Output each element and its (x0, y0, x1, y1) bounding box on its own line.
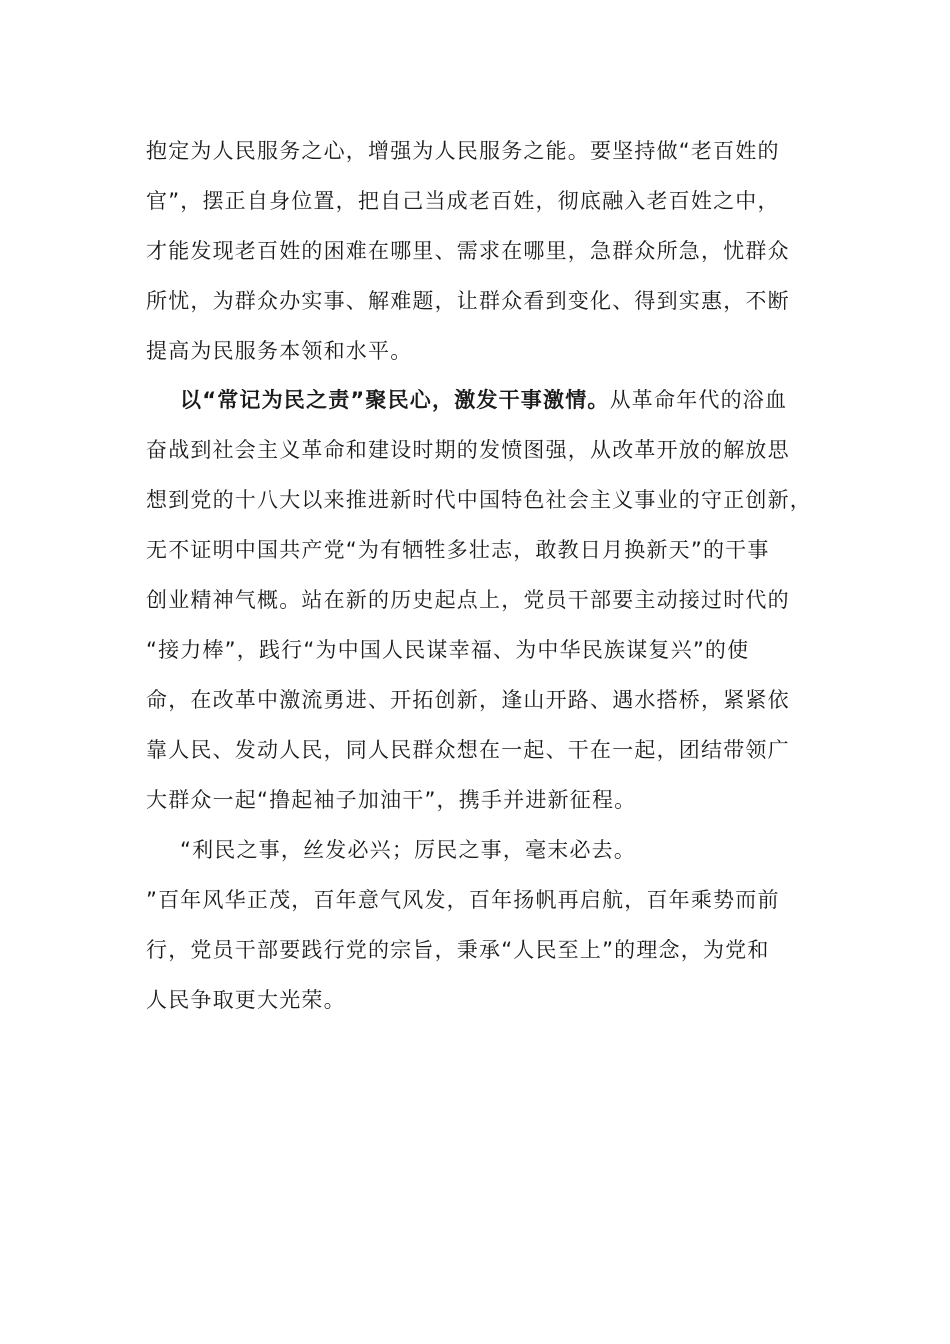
paragraph-2-line-9: 大群众一起“撸起袖子加油干”，携手并进新征程。 (146, 788, 637, 812)
paragraph-2-line-5: 创业精神气概。站在新的历史起点上，党员干部要主动接过时代的 (146, 588, 790, 612)
paragraph-1-line-2: 官”，摆正自身位置，把自己当成老百姓，彻底融入老百姓之中， (146, 189, 780, 213)
paragraph-1-line-1: 抱定为人民服务之心，增强为人民服务之能。要坚持做“老百姓的 (146, 139, 780, 163)
paragraph-2-line-6: “接力棒”，践行“为中国人民谋幸福、为中华民族谋复兴”的使 (146, 638, 750, 662)
paragraph-2-line-4: 无不证明中国共产党“为有牺牲多壮志，敢教日月换新天”的干事 (146, 538, 770, 562)
paragraph-3-line-3: 行，党员干部要践行党的宗旨，秉承“人民至上”的理念，为党和 (146, 938, 770, 962)
paragraph-1-line-3: 才能发现老百姓的困难在哪里、需求在哪里，急群众所急，忧群众 (146, 239, 790, 263)
paragraph-2-line-1 (180, 386, 787, 414)
paragraph-3-line-4: 人民争取更大光荣。 (146, 988, 346, 1012)
paragraph-2-line-2: 奋战到社会主义革命和建设时期的发愤图强，从改革开放的解放思 (146, 438, 790, 462)
paragraph-2-heading: 以“常记为民之责”聚民心，激发干事激情。 (180, 388, 610, 412)
paragraph-2-line-7: 命，在改革中激流勇进、开拓创新，逢山开路、遇水搭桥，紧紧依 (146, 688, 790, 712)
paragraph-1-line-5: 提高为民服务本领和水平。 (146, 339, 413, 363)
paragraph-2-line-3: 想到党的十八大以来推进新时代中国特色社会主义事业的守正创新， (146, 488, 812, 512)
paragraph-2-first-line-rest: 从革命年代的浴血 (609, 388, 788, 412)
paragraph-2-line-8: 靠人民、发动人民，同人民群众想在一起、干在一起，团结带领广 (146, 738, 790, 762)
paragraph-3-line-1: “利民之事，丝发必兴；厉民之事，毫末必去。 (180, 838, 637, 862)
paragraph-3-line-2: ”百年风华正茂，百年意气风发，百年扬帆再启航，百年乘势而前 (146, 888, 780, 912)
paragraph-1-line-4: 所忧，为群众办实事、解难题，让群众看到变化、得到实惠，不断 (146, 289, 790, 313)
